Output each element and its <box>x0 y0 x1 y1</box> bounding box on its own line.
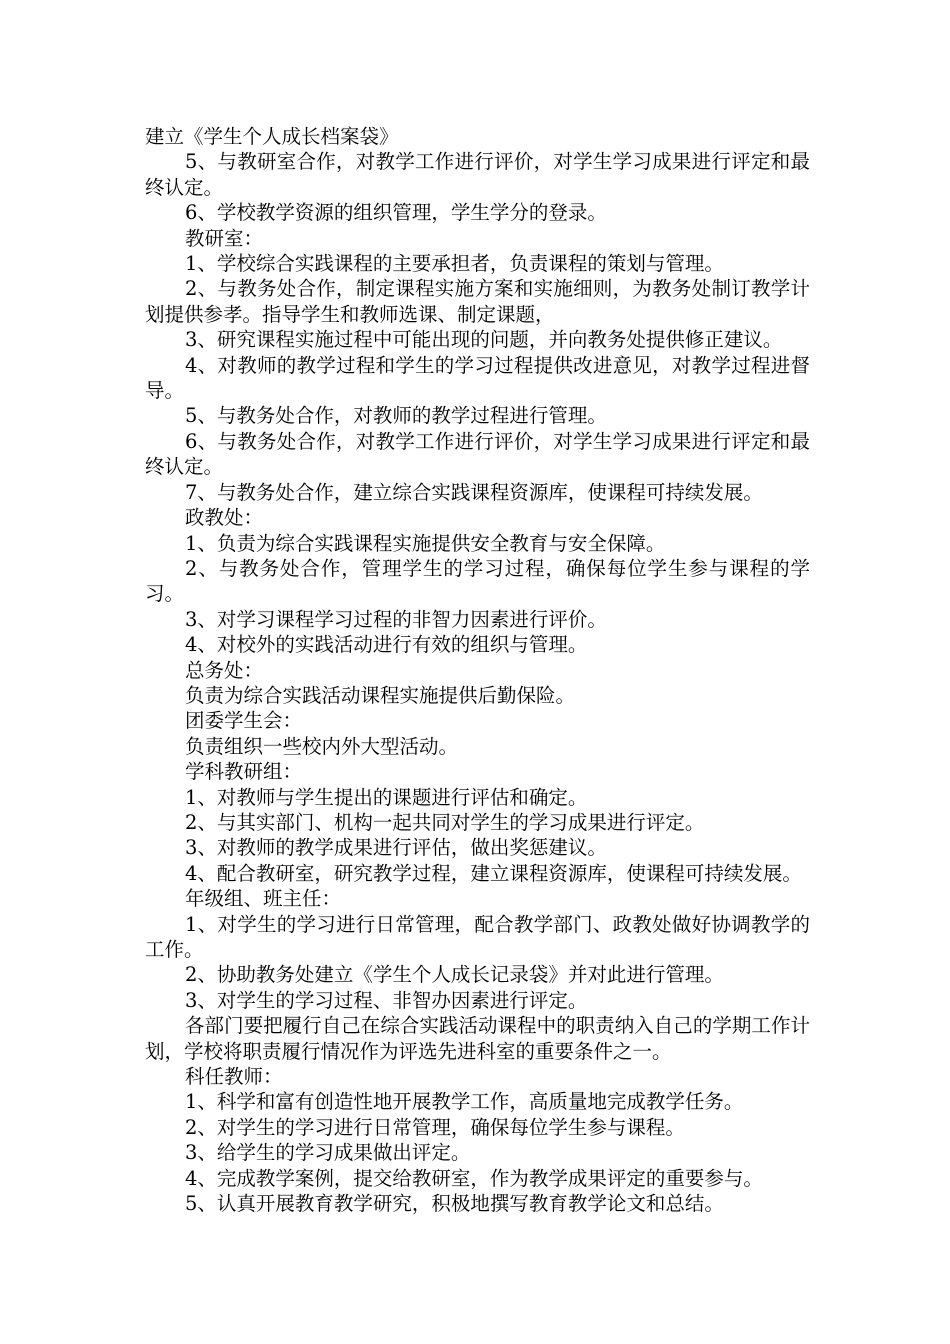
paragraph-line: 1、学校综合实践课程的主要承担者，负责课程的策划与管理。 <box>185 252 724 276</box>
paragraph-line: 4、完成教学案例，提交给教研室，作为教学成果评定的重要参与。 <box>185 1166 763 1190</box>
paragraph-line: 2、与其实部门、机构一起共同对学生的学习成果进行评定。 <box>185 810 705 834</box>
paragraph-line: 2、对学生的学习进行日常管理，确保每位学生参与课程。 <box>185 1115 685 1139</box>
section-heading: 教研室： <box>185 226 264 250</box>
paragraph-line: 3、对学生的学习过程、非智办因素进行评定。 <box>185 988 588 1012</box>
paragraph-line: 负责组织一些校内外大型活动。 <box>185 734 459 758</box>
paragraph-line: 5、与教研室合作，对教学工作进行评价，对学生学习成果进行评定和最终认定。 <box>145 150 810 199</box>
paragraph-line: 4、对教师的教学过程和学生的学习过程提供改进意见，对教学过程进督导。 <box>145 353 810 403</box>
section-heading: 学科教研组： <box>185 760 303 784</box>
paragraph-line: 1、负责为综合实践课程实施提供安全教育与安全保障。 <box>185 531 666 555</box>
paragraph-line: 4、对校外的实践活动进行有效的组织与管理。 <box>185 633 588 657</box>
paragraph-line: 3、对学习课程学习过程的非智力因素进行评价。 <box>185 607 607 631</box>
paragraph-line: 4、配合教研室，研究教学过程，建立课程资源库，使课程可持续发展。 <box>185 861 802 885</box>
section-heading: 总务处： <box>185 658 264 682</box>
paragraph-line: 负责为综合实践活动课程实施提供后勤保险。 <box>185 683 576 707</box>
paragraph-line: 各部门要把履行自己在综合实践活动课程中的职责纳入自己的学期工作计划，学校将职责履行情况作为评选先进科室的重要条件之一。 <box>145 1014 810 1063</box>
document-page <box>145 124 810 1216</box>
paragraph-line: 6、学校教学资源的组织管理，学生学分的登录。 <box>185 201 607 225</box>
paragraph-line: 2、与教务处合作，制定课程实施方案和实施细则，为教务处制订教学计划提供参孝。指导学生和教师选课、制定课题， <box>145 277 810 326</box>
paragraph-line: 5、认真开展教育教学研究，积极地撰写教育教学论文和总结。 <box>185 1192 724 1216</box>
paragraph-line: 3、研究课程实施过程中可能出现的问题，并向教务处提供修正建议。 <box>185 328 783 352</box>
paragraph-line: 3、给学生的学习成果做出评定。 <box>185 1141 471 1165</box>
section-heading: 科任教师： <box>185 1065 283 1089</box>
section-heading: 年级组、班主任： <box>185 887 342 911</box>
paragraph-line: 5、与教务处合作，对教师的教学过程进行管理。 <box>185 404 607 428</box>
paragraph-line: 建立《学生个人成长档案袋》 <box>145 125 399 148</box>
section-heading: 团委学生会： <box>185 709 303 733</box>
paragraph-line: 1、对学生的学习进行日常管理，配合教学部门、政教处做好协调教学的工作。 <box>145 912 810 961</box>
paragraph-line: 7、与教务处合作，建立综合实践课程资源库，使课程可持续发展。 <box>185 480 763 504</box>
section-heading: 政教处： <box>185 506 264 530</box>
paragraph-line: 2、协助教务处建立《学生个人成长记录袋》并对此进行管理。 <box>185 963 724 987</box>
paragraph-line: 6、与教务处合作，对教学工作进行评价，对学生学习成果进行评定和最终认定。 <box>145 429 810 479</box>
paragraph-line: 1、对教师与学生提出的课题进行评估和确定。 <box>185 785 588 809</box>
paragraph-line: 3、对教师的教学成果进行评估，做出奖惩建议。 <box>185 836 607 860</box>
paragraph-line: 2、与教务处合作，管理学生的学习过程，确保每位学生参与课程的学习。 <box>145 556 810 606</box>
paragraph-line: 1、科学和富有创造性地开展教学工作，高质量地完成教学任务。 <box>185 1090 744 1114</box>
